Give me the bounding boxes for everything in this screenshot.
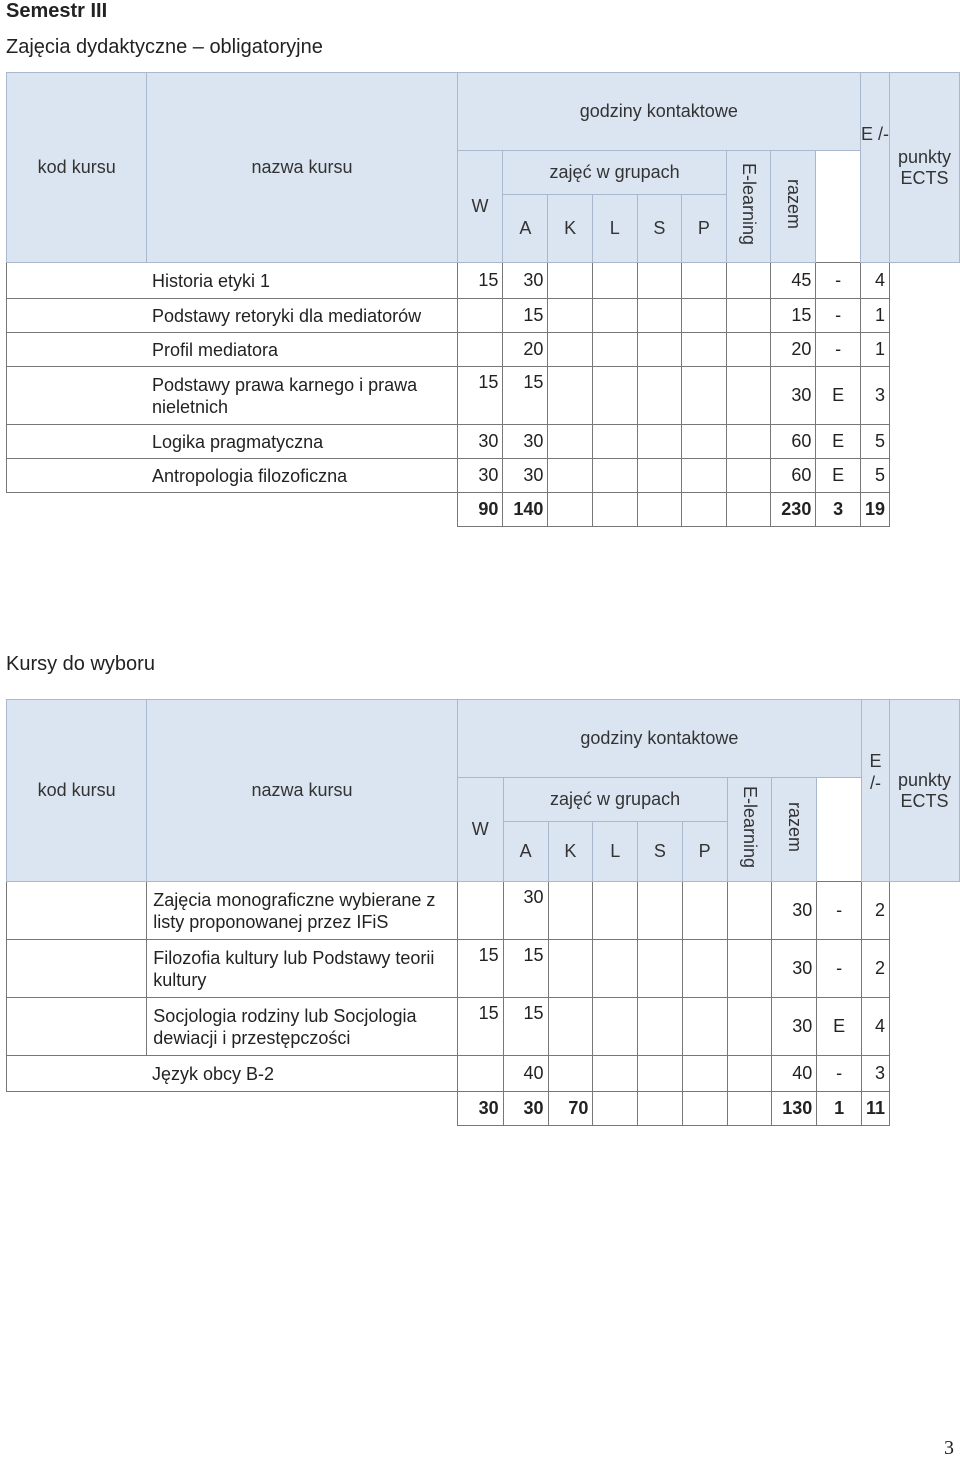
- cell-p: [682, 940, 727, 998]
- cell-s: [638, 998, 683, 1056]
- cell-el: [726, 367, 771, 425]
- total-spacer: [7, 1092, 458, 1126]
- header-grupy: zajęć w grupach: [503, 778, 727, 822]
- section-title-elective: Kursy do wyboru: [6, 653, 155, 675]
- header-l: L: [593, 822, 638, 882]
- header-elearning-label: E-learning: [739, 785, 760, 869]
- total-w: 90: [457, 493, 503, 527]
- cell-l: [592, 459, 637, 493]
- cell-l: [592, 333, 637, 367]
- cell-razem: 20: [771, 333, 816, 367]
- cell-ects: 1: [860, 299, 889, 333]
- cell-k: [548, 882, 593, 940]
- header-a: A: [503, 195, 548, 263]
- header-s: S: [637, 195, 682, 263]
- total-razem: 130: [772, 1092, 817, 1126]
- header-kod: kod kursu: [7, 73, 147, 263]
- cell-l: [593, 940, 638, 998]
- cell-el: [726, 263, 771, 299]
- header-godziny: godziny kontaktowe: [457, 700, 861, 778]
- cell-p: [682, 1056, 727, 1092]
- header-ects: punkty ECTS: [889, 700, 959, 882]
- cell-a: 30: [503, 459, 548, 493]
- cell-ects: 4: [860, 263, 889, 299]
- total-e: 1: [817, 1092, 862, 1126]
- cell-s: [638, 1056, 683, 1092]
- cell-s: [637, 367, 682, 425]
- total-el: [727, 1092, 772, 1126]
- cell-l: [593, 1056, 638, 1092]
- total-l: [593, 1092, 638, 1126]
- table-row: [7, 1056, 960, 1092]
- total-el: [726, 493, 771, 527]
- cell-e: -: [817, 940, 862, 998]
- course-name: Socjologia rodziny lub Socjologia dewiacji i przestępczości: [147, 998, 457, 1056]
- cell-k: [548, 425, 593, 459]
- cell-ects: 1: [860, 333, 889, 367]
- cell-s: [638, 882, 683, 940]
- cell-w: 30: [457, 459, 503, 493]
- header-p: P: [682, 822, 727, 882]
- cell-el: [726, 333, 771, 367]
- cell-razem: 15: [771, 299, 816, 333]
- cell-razem: 40: [772, 1056, 817, 1092]
- table-row: [7, 425, 960, 459]
- cell-el: [726, 459, 771, 493]
- cell-p: [682, 882, 727, 940]
- cell-razem: 60: [771, 425, 816, 459]
- header-razem: [771, 151, 816, 263]
- cell-k: [548, 459, 593, 493]
- header-razem-label: razem: [783, 178, 804, 229]
- cell-k: [548, 333, 593, 367]
- cell-e: -: [817, 882, 862, 940]
- cell-a: 30: [503, 263, 548, 299]
- header-razem: [772, 778, 817, 882]
- cell-e: E: [816, 459, 861, 493]
- cell-p: [682, 299, 727, 333]
- cell-k: [548, 940, 593, 998]
- cell-l: [592, 367, 637, 425]
- cell-p: [682, 367, 727, 425]
- section-title-obligatory: Zajęcia dydaktyczne – obligatoryjne: [6, 36, 323, 58]
- cell-e: E: [817, 998, 862, 1056]
- course-name: Filozofia kultury lub Podstawy teorii kultury: [147, 940, 457, 998]
- header-k: K: [548, 195, 593, 263]
- cell-ects: 5: [860, 425, 889, 459]
- total-row: [7, 493, 960, 527]
- cell-k: [548, 1056, 593, 1092]
- course-code: [7, 882, 147, 940]
- cell-e: E: [816, 425, 861, 459]
- header-elearning: [727, 778, 772, 882]
- total-w: 30: [457, 1092, 503, 1126]
- cell-a: 15: [503, 299, 548, 333]
- header-nazwa: nazwa kursu: [147, 73, 457, 263]
- cell-k: [548, 263, 593, 299]
- cell-p: [682, 333, 727, 367]
- table-obligatory: [6, 72, 960, 527]
- course-name: Profil mediatora: [7, 333, 458, 367]
- cell-s: [637, 333, 682, 367]
- header-e: E /-: [860, 73, 889, 263]
- cell-a: 15: [503, 940, 548, 998]
- header-w: W: [457, 151, 503, 263]
- cell-a: 30: [503, 882, 548, 940]
- header-l: L: [592, 195, 637, 263]
- cell-razem: 30: [771, 367, 816, 425]
- total-spacer: [7, 493, 458, 527]
- table-row: [7, 333, 960, 367]
- cell-ects: 4: [861, 998, 889, 1056]
- course-name: Historia etyki 1: [7, 263, 458, 299]
- course-code: [7, 998, 147, 1056]
- cell-w: 15: [457, 998, 503, 1056]
- cell-l: [593, 998, 638, 1056]
- header-w: W: [457, 778, 503, 882]
- total-p: [682, 1092, 727, 1126]
- cell-razem: 45: [771, 263, 816, 299]
- cell-s: [637, 299, 682, 333]
- total-a: 30: [503, 1092, 548, 1126]
- course-name: Zajęcia monograficzne wybierane z listy proponowanej przez IFiS: [147, 882, 457, 940]
- cell-l: [592, 263, 637, 299]
- cell-ects: 3: [860, 367, 889, 425]
- cell-k: [548, 367, 593, 425]
- cell-p: [682, 459, 727, 493]
- course-name: Język obcy B-2: [7, 1056, 458, 1092]
- header-e: E /-: [861, 700, 889, 882]
- cell-w: 15: [457, 367, 503, 425]
- cell-e: E: [816, 367, 861, 425]
- cell-s: [637, 263, 682, 299]
- header-godziny: godziny kontaktowe: [457, 73, 860, 151]
- cell-el: [727, 940, 772, 998]
- cell-a: 15: [503, 367, 548, 425]
- cell-s: [637, 425, 682, 459]
- cell-el: [727, 882, 772, 940]
- header-razem-label: razem: [784, 801, 805, 852]
- cell-e: -: [816, 333, 861, 367]
- table-row: [7, 940, 960, 998]
- total-a: 140: [503, 493, 548, 527]
- total-k: 70: [548, 1092, 593, 1126]
- course-name: Antropologia filozoficzna: [7, 459, 458, 493]
- cell-s: [638, 940, 683, 998]
- header-elearning-label: E-learning: [739, 162, 760, 246]
- course-name: Logika pragmatyczna: [7, 425, 458, 459]
- cell-el: [726, 299, 771, 333]
- cell-el: [727, 998, 772, 1056]
- header-grupy: zajęć w grupach: [503, 151, 726, 195]
- header-elearning: [726, 151, 771, 263]
- cell-ects: 2: [861, 882, 889, 940]
- header-k: K: [548, 822, 593, 882]
- cell-s: [637, 459, 682, 493]
- cell-a: 20: [503, 333, 548, 367]
- cell-e: -: [816, 299, 861, 333]
- cell-e: -: [816, 263, 861, 299]
- course-name: Podstawy prawa karnego i prawa nieletnich: [7, 367, 458, 425]
- cell-l: [592, 425, 637, 459]
- table-row: [7, 998, 960, 1056]
- cell-razem: 30: [772, 882, 817, 940]
- cell-l: [593, 882, 638, 940]
- cell-w: 15: [457, 940, 503, 998]
- total-ects: 19: [860, 493, 889, 527]
- header-p: P: [682, 195, 727, 263]
- total-s: [637, 493, 682, 527]
- table-elective: [6, 699, 960, 1126]
- semester-title: Semestr III: [6, 0, 108, 22]
- cell-ects: 2: [861, 940, 889, 998]
- header-kod: kod kursu: [7, 700, 147, 882]
- cell-a: 15: [503, 998, 548, 1056]
- header-row: [7, 700, 960, 778]
- header-s: S: [638, 822, 683, 882]
- cell-razem: 60: [771, 459, 816, 493]
- cell-p: [682, 998, 727, 1056]
- cell-e: -: [817, 1056, 862, 1092]
- cell-w: [457, 299, 503, 333]
- cell-el: [727, 1056, 772, 1092]
- table-row: [7, 263, 960, 299]
- page-number: 3: [944, 1437, 954, 1459]
- cell-ects: 5: [860, 459, 889, 493]
- course-name: Podstawy retoryki dla mediatorów: [7, 299, 458, 333]
- cell-a: 40: [503, 1056, 548, 1092]
- table-row: [7, 367, 960, 425]
- table-row: [7, 459, 960, 493]
- total-p: [682, 493, 727, 527]
- cell-l: [592, 299, 637, 333]
- total-s: [638, 1092, 683, 1126]
- total-razem: 230: [771, 493, 816, 527]
- cell-w: [457, 333, 503, 367]
- cell-w: 30: [457, 425, 503, 459]
- table-row: [7, 882, 960, 940]
- cell-w: [457, 1056, 503, 1092]
- cell-p: [682, 263, 727, 299]
- header-nazwa: nazwa kursu: [147, 700, 457, 882]
- total-l: [592, 493, 637, 527]
- table-row: [7, 299, 960, 333]
- cell-w: 15: [457, 263, 503, 299]
- total-e: 3: [816, 493, 861, 527]
- total-row: [7, 1092, 960, 1126]
- cell-w: [457, 882, 503, 940]
- cell-ects: 3: [861, 1056, 889, 1092]
- cell-el: [726, 425, 771, 459]
- cell-p: [682, 425, 727, 459]
- header-row: [7, 73, 960, 151]
- total-k: [548, 493, 593, 527]
- header-ects: punkty ECTS: [889, 73, 959, 263]
- header-a: A: [503, 822, 548, 882]
- cell-razem: 30: [772, 940, 817, 998]
- cell-razem: 30: [772, 998, 817, 1056]
- course-code: [7, 940, 147, 998]
- cell-a: 30: [503, 425, 548, 459]
- cell-k: [548, 998, 593, 1056]
- cell-k: [548, 299, 593, 333]
- total-ects: 11: [861, 1092, 889, 1126]
